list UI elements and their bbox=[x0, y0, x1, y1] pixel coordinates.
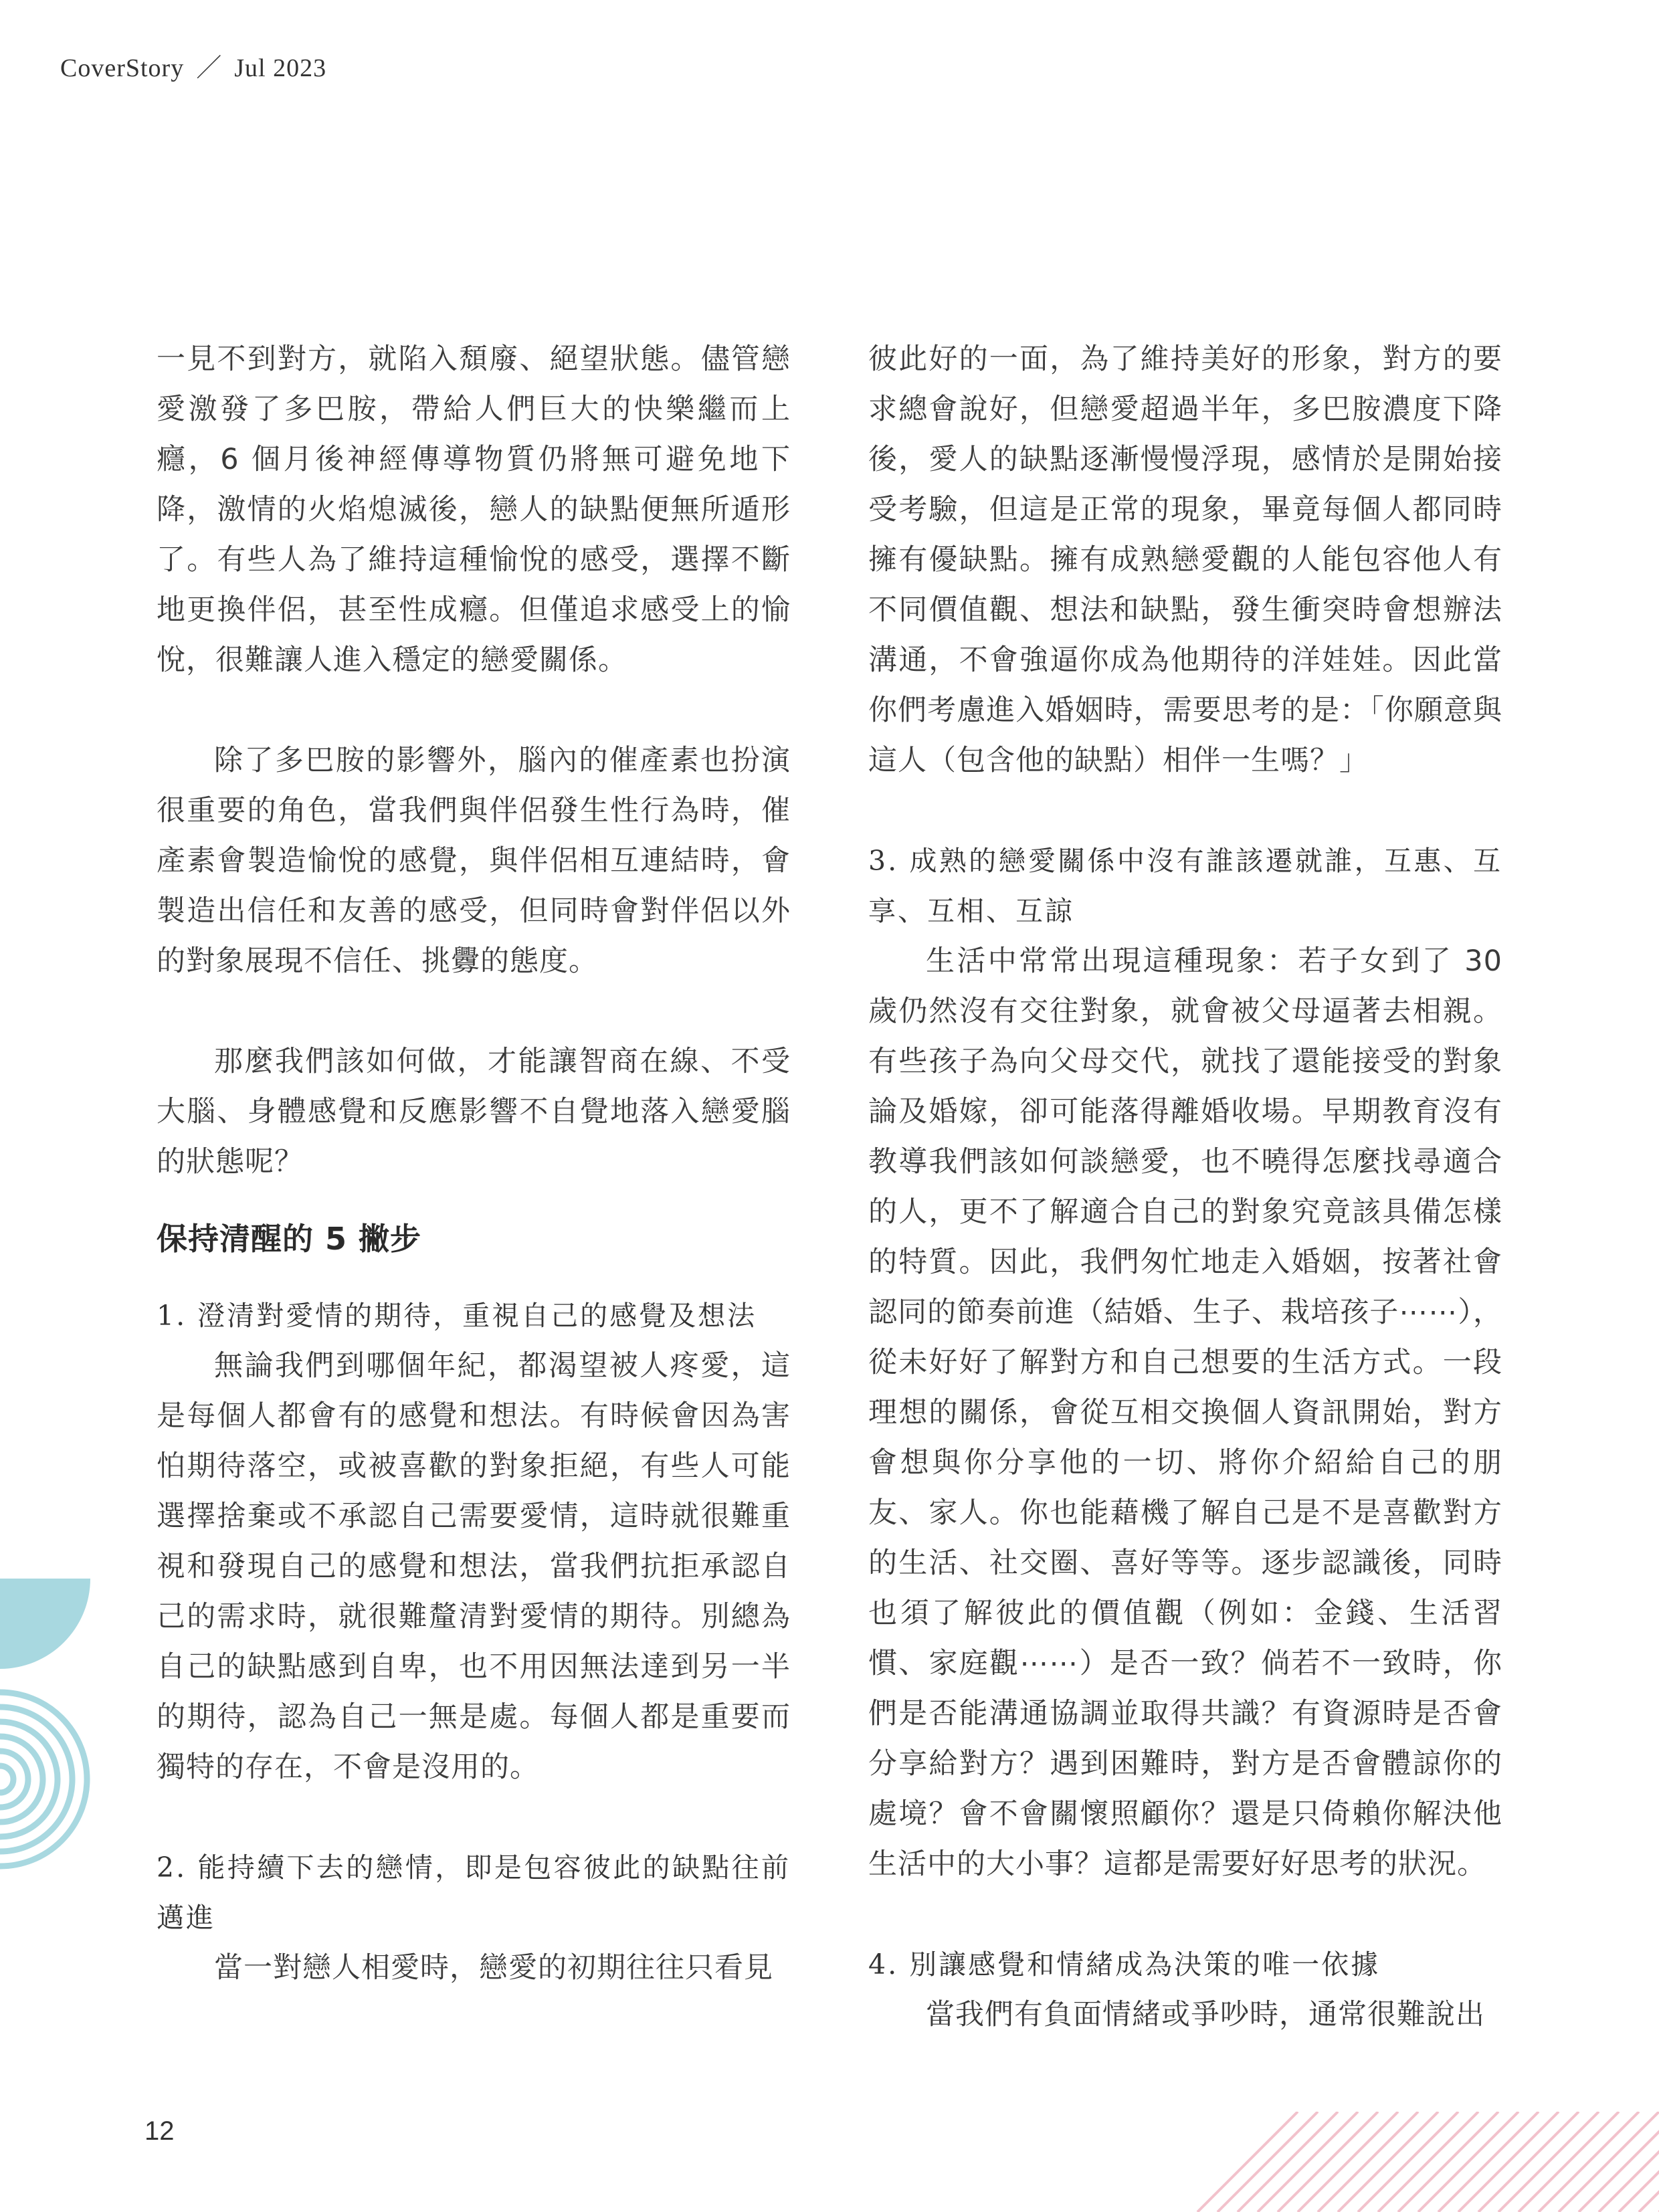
left-column bbox=[157, 334, 791, 1993]
paragraph: 無論我們到哪個年紀，都渴望被人疼愛，這是每個人都會有的感覺和想法。有時候會因為害怕期待落空，或被喜歡的對象拒絕，有些人可能選擇捨棄或不承認自己需要愛情，這時就很難重視和發現自己的感覺和想法，當我們抗拒承認自己的需求時，就很難釐清對愛情的期待。別總為自己的缺點感到自卑，也不用因無法達到另一半的期待，認為自己一無是處。每個人都是重要而獨特的存在，不會是沒用的。 bbox=[157, 1349, 791, 1784]
subheading: 1. 澄清對愛情的期待，重視自己的感覺及想法 bbox=[157, 1300, 757, 1332]
right-column bbox=[868, 334, 1502, 2040]
decorative-stripes-graphic bbox=[1191, 2112, 1659, 2212]
header-section: CoverStory bbox=[60, 54, 185, 82]
paragraph: 那麼我們該如何做，才能讓智商在線、不受大腦、身體感覺和反應影響不自覺地落入戀愛腦的狀態呢？ bbox=[157, 1045, 791, 1179]
paragraph: 除了多巴胺的影響外，腦內的催產素也扮演很重要的角色，當我們與伴侶發生性行為時，催產素會製造愉悅的感覺，與伴侶相互連結時，會製造出信任和友善的感受，但同時會對伴侶以外的對象展現不信任、挑釁的態度。 bbox=[157, 744, 791, 978]
running-header bbox=[60, 47, 326, 84]
subheading: 2. 能持續下去的戀情，即是包容彼此的缺點往前邁進 bbox=[157, 1851, 791, 1934]
header-date: Jul 2023 bbox=[234, 54, 327, 82]
paragraph: 彼此好的一面，為了維持美好的形象，對方的要求總會說好，但戀愛超過半年，多巴胺濃度下降後，愛人的缺點逐漸慢慢浮現，感情於是開始接受考驗，但這是正常的現象，畢竟每個人都同時擁有優缺點。擁有成熟戀愛觀的人能包容他人有不同價值觀、想法和缺點，發生衝突時會想辦法溝通，不會強逼你成為他期待的洋娃娃。因此當你們考慮進入婚姻時，需要思考的是：「你願意與這人（包含他的缺點）相伴一生嗎？」 bbox=[868, 342, 1502, 777]
subheading: 3. 成熟的戀愛關係中沒有誰該遷就誰，互惠、互享、互相、互諒 bbox=[868, 845, 1502, 927]
paragraph: 當我們有負面情緒或爭吵時，通常很難說出 bbox=[926, 1998, 1485, 2031]
section-heading: 保持清醒的 5 撇步 bbox=[157, 1221, 422, 1257]
paragraph: 當一對戀人相愛時，戀愛的初期往往只看見 bbox=[214, 1951, 773, 1985]
subheading: 4. 別讓感覺和情緒成為決策的唯一依據 bbox=[868, 1948, 1381, 1981]
paragraph: 生活中常常出現這種現象：若子女到了 30 歲仍然沒有交往對象，就會被父母逼著去相親。有些孩子為向父母交代，就找了還能接受的對象論及婚嫁，卻可能落得離婚收場。早期教育沒有教導我們該如何談戀愛，也不曉得怎麼找尋適合的人，更不了解適合自己的對象究竟該具備怎樣的特質。因此，我們匆忙地走入婚姻，按著社會認同的節奏前進（結婚、生子、栽培孩子⋯⋯），從未好好了解對方和自己想要的生活方式。一段理想的關係，會從互相交換個人資訊開始，對方會想與你分享他的一切、將你介紹給自己的朋友、家人。你也能藉機了解自己是不是喜歡對方的生活、社交圈、喜好等等。逐步認識後，同時也須了解彼此的價值觀（例如：金錢、生活習慣、家庭觀⋯⋯）是否一致？倘若不一致時，你們是否能溝通協調並取得共識？有資源時是否會分享給對方？遇到困難時，對方是否會體諒你的處境？會不會關懷照顧你？還是只倚賴你解決他生活中的大小事？這都是需要好好思考的狀況。 bbox=[868, 944, 1502, 1881]
header-separator: ／ bbox=[196, 54, 223, 82]
page-number: 12 bbox=[144, 2116, 175, 2146]
decorative-circles-graphic bbox=[0, 1579, 94, 1886]
paragraph: 一見不到對方，就陷入頹廢、絕望狀態。儘管戀愛激發了多巴胺，帶給人們巨大的快樂繼而上癮，6 個月後神經傳導物質仍將無可避免地下降，激情的火焰熄滅後，戀人的缺點便無所遁形了。有些人為了維持這種愉悅的感受，選擇不斷地更換伴侶，甚至性成癮。但僅追求感受上的愉悅，很難讓人進入穩定的戀愛關係。 bbox=[157, 342, 791, 677]
